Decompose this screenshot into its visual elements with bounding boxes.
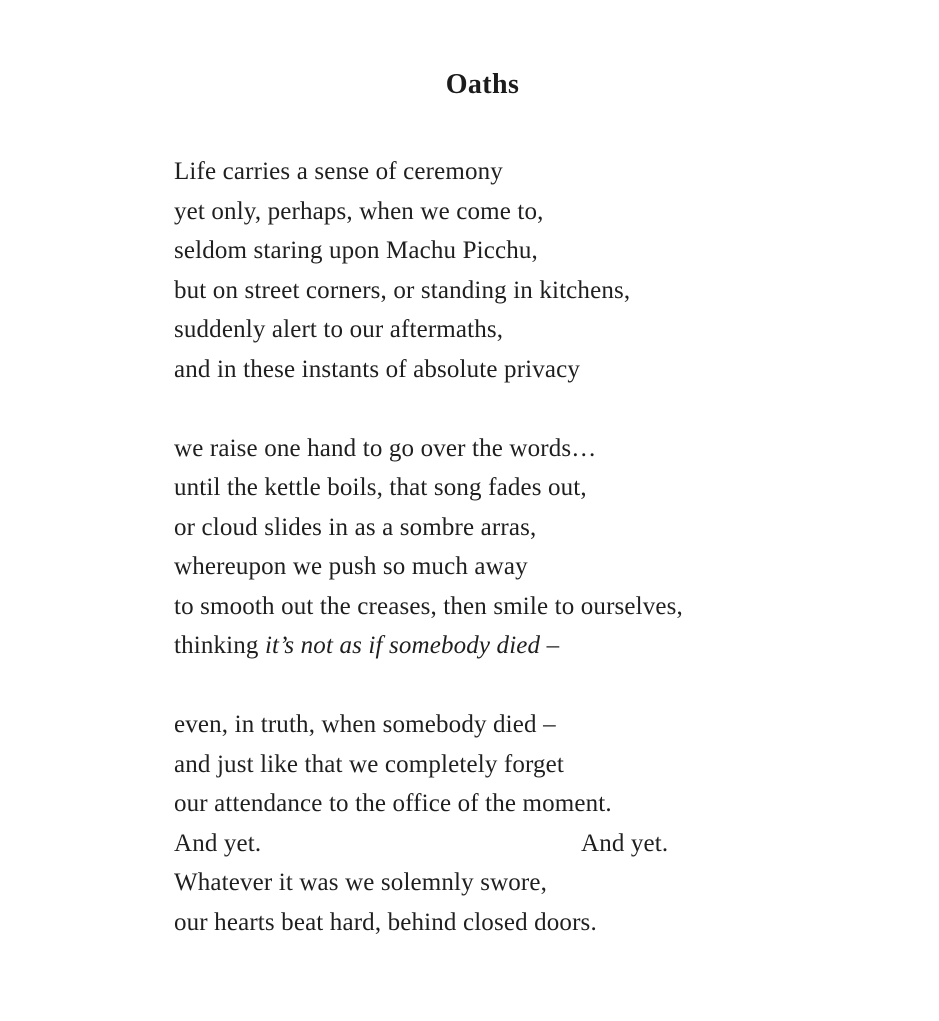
poem-line: [174, 231, 683, 271]
poem-line-segment: or cloud slides in as a sombre arras,: [174, 513, 537, 541]
poem-line: [174, 863, 683, 903]
poem-line: [174, 271, 683, 311]
poem-line-segment: our hearts beat hard, behind closed doors.: [174, 908, 597, 936]
poem-line-segment: thinking: [174, 632, 265, 659]
poem-line-segment: and just like that we completely forget: [174, 750, 565, 778]
poem-line: [174, 429, 683, 469]
poem-line-segment: And yet.: [174, 829, 262, 857]
poem-line: [174, 903, 683, 943]
poem-line: [174, 310, 683, 350]
poem-line-segment: our attendance to the office of the moment.: [174, 790, 612, 817]
poem-line-segment: even, in truth, when somebody died –: [174, 711, 556, 738]
poem-line: [174, 745, 683, 785]
poem-stanza: [174, 705, 683, 942]
poem-line: [174, 468, 683, 508]
poem-title: Oaths: [445, 69, 520, 100]
poem-line-segment: and in these instants of absolute privacy: [174, 355, 581, 383]
poem-line-segment: we raise one hand to go over the words…: [174, 434, 597, 462]
poem-stanza: [174, 429, 683, 666]
poem-line-segment: Whatever it was we solemnly swore,: [174, 869, 548, 896]
poem-line: [174, 547, 683, 587]
poem-line-segment: Life carries a sense of ceremony: [174, 158, 503, 185]
poem-line: [174, 705, 683, 745]
poem-line: [174, 587, 683, 627]
poem-line: [174, 824, 683, 864]
poem-line-segment: And yet.: [581, 829, 669, 857]
poem-line-segment: seldom staring upon Machu Picchu,: [174, 237, 538, 264]
poem-line-segment: to smooth out the creases, then smile to ourselves,: [174, 592, 683, 620]
poem-line-segment: but on street corners, or standing in kitchens,: [174, 276, 631, 304]
poem-line: [174, 626, 683, 666]
poem-line: [174, 152, 683, 192]
poem-line: [174, 350, 683, 390]
poem-line: [174, 784, 683, 824]
poem-line-segment: whereupon we push so much away: [174, 553, 528, 580]
poem-line-italic-segment: it’s not as if somebody died –: [264, 632, 560, 659]
poem-line: [174, 192, 683, 232]
poem-line: [174, 508, 683, 548]
poem-stanza: [174, 152, 683, 389]
poem-line-segment: suddenly alert to our aftermaths,: [174, 316, 504, 343]
poem-line-segment: yet only, perhaps, when we come to,: [174, 197, 544, 225]
poem-body: [174, 152, 683, 942]
poem-line-segment: until the kettle boils, that song fades out,: [174, 474, 587, 501]
